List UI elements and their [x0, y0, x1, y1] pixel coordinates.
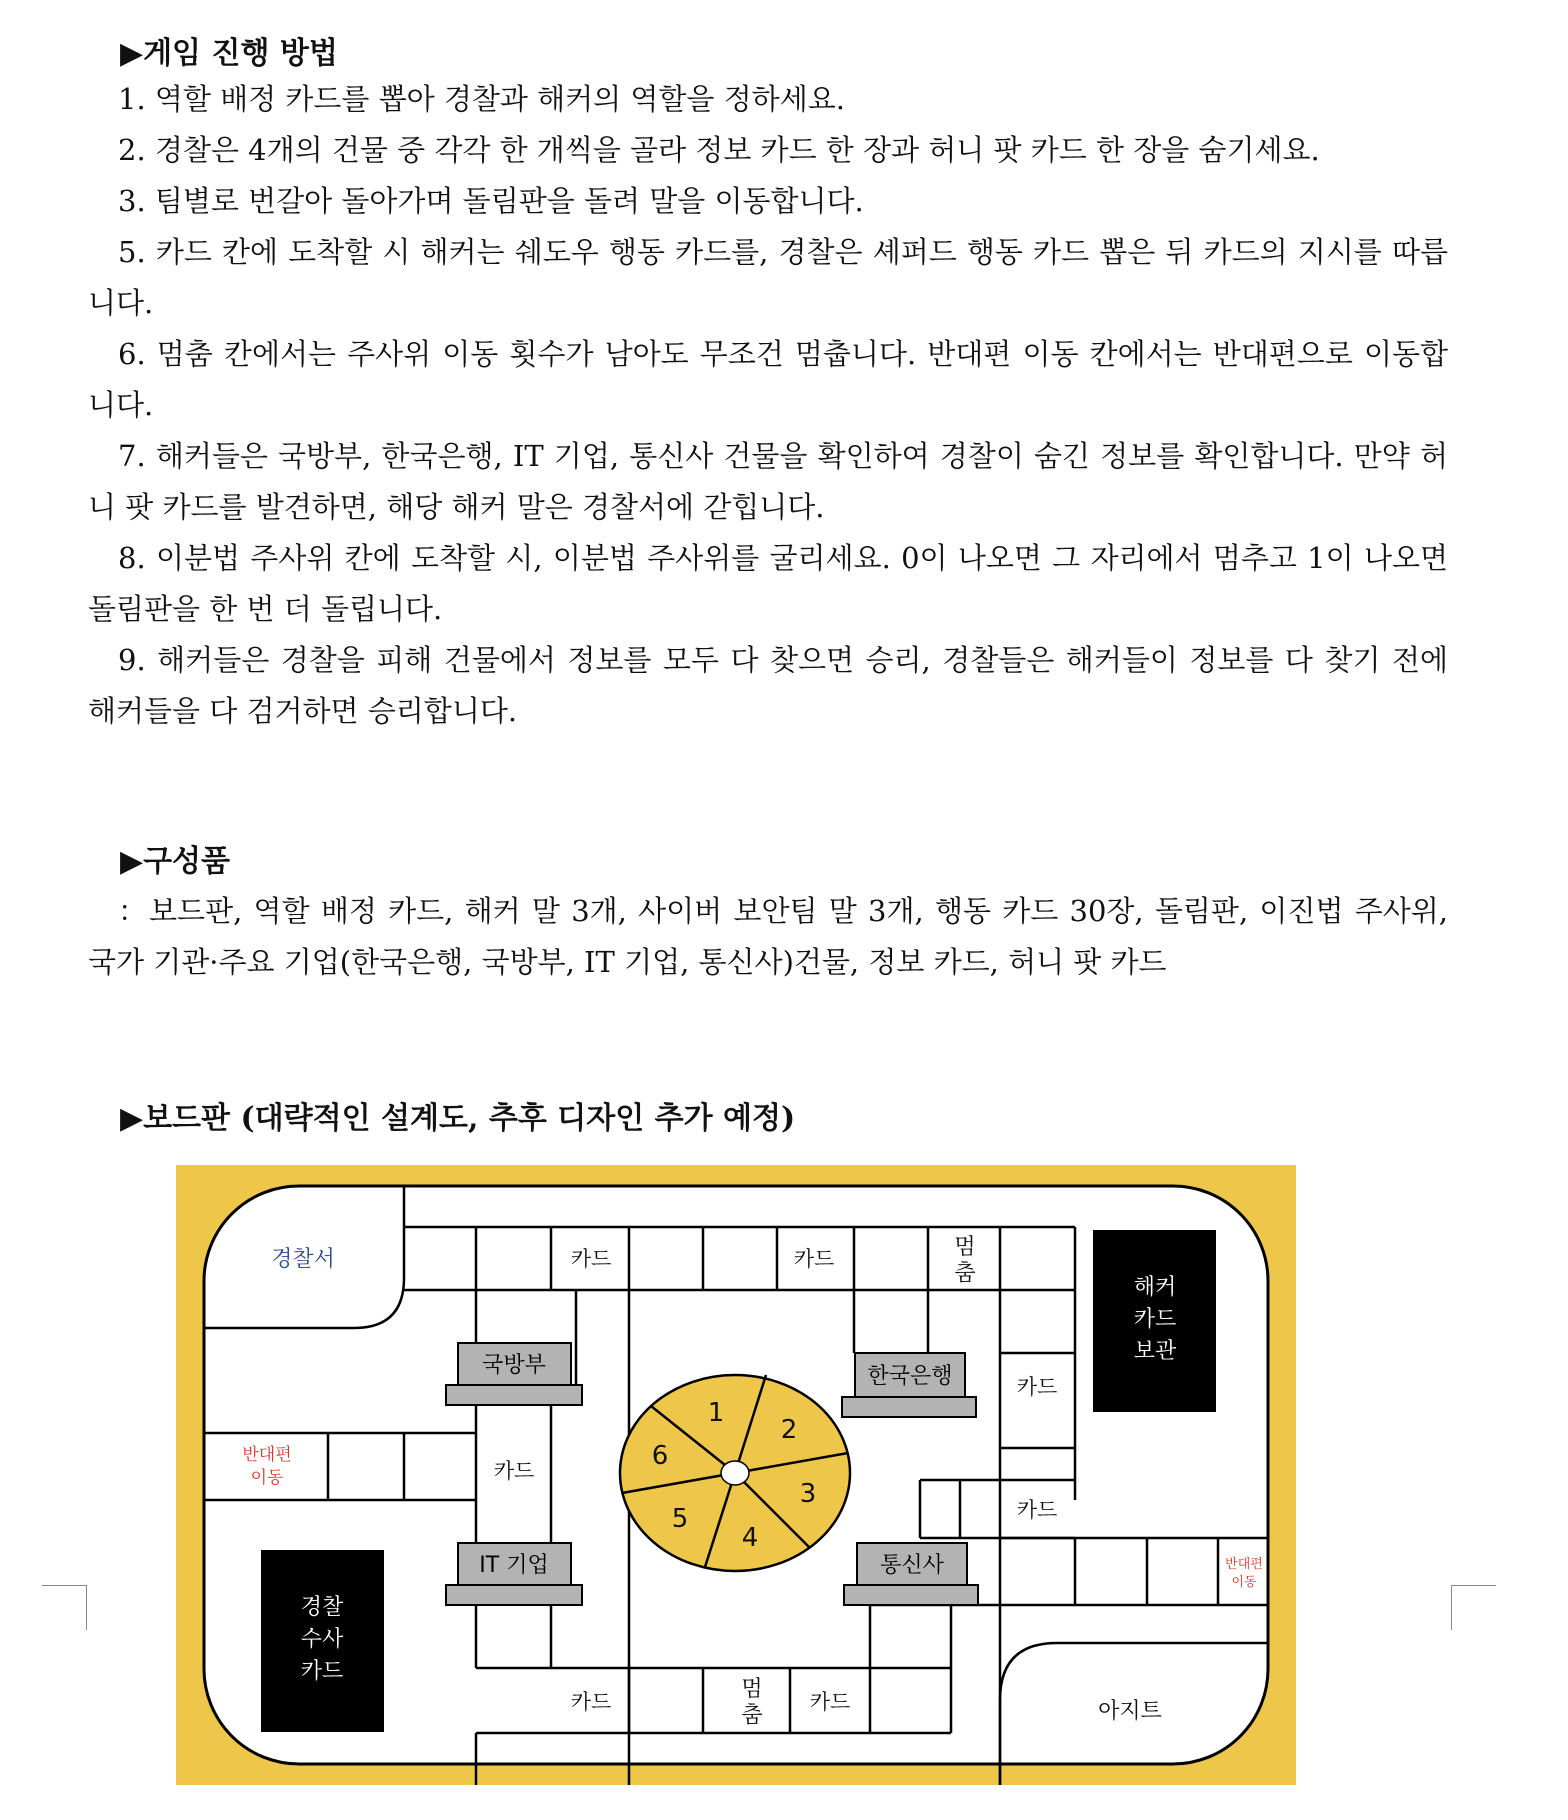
police-card-label: 수사: [300, 1627, 344, 1652]
police-station-label: 경찰서: [271, 1247, 335, 1272]
stop-space-label: 춤: [954, 1261, 976, 1286]
rule-item: 6. 멈춤 칸에서는 주사위 이동 횟수가 남아도 무조건 멈춥니다. 반대편 이동 칸에서는 반대편으로 이동합니다.: [88, 337, 1448, 422]
card-space-label: 카드: [1016, 1498, 1058, 1522]
building-it-company: [446, 1543, 582, 1605]
flip-space-label: 반대편: [242, 1445, 292, 1465]
card-space-label: 카드: [493, 1459, 535, 1483]
building-label: IT 기업: [479, 1553, 549, 1578]
rule-item: 2. 경찰은 4개의 건물 중 각각 한 개씩을 골라 정보 카드 한 장과 허니 팟 카드 한 장을 숨기세요.: [118, 133, 1320, 167]
card-space-label: 카드: [570, 1247, 612, 1271]
hacker-card-storage-label: 해커: [1133, 1275, 1177, 1300]
rule-item: 7. 해커들은 국방부, 한국은행, IT 기업, 통신사 건물을 확인하여 경찰이 숨긴 정보를 확인합니다. 만약 허니 팟 카드를 발견하면, 해당 해커 말은 경찰서에 갇힙니다.: [88, 439, 1448, 524]
board-heading: ▶보드판 (대략적인 설계도, 추후 디자인 추가 예정): [120, 1101, 796, 1136]
card-space-label: 카드: [793, 1247, 835, 1271]
stop-space-label: 춤: [741, 1703, 763, 1728]
stop-space-label: 멈: [954, 1235, 976, 1260]
rule-item: 1. 역할 배정 카드를 뽑아 경찰과 해커의 역할을 정하세요.: [118, 82, 845, 116]
spinner-wheel: [620, 1375, 850, 1571]
building-telecom: [844, 1543, 978, 1605]
components-heading: ▶구성품: [120, 844, 231, 879]
hacker-card-storage-label: 보관: [1133, 1339, 1177, 1364]
rule-item: 9. 해커들은 경찰을 피해 건물에서 정보를 모두 다 찾으면 승리, 경찰들은 해커들이 정보를 다 찾기 전에 해커들을 다 검거하면 승리합니다.: [88, 643, 1448, 728]
hacker-card-storage-label: 카드: [1133, 1307, 1177, 1332]
card-space-label: 카드: [570, 1690, 612, 1714]
wheel-number: 1: [707, 1398, 725, 1428]
police-card-label: 경찰: [300, 1595, 344, 1620]
building-label: 통신사: [880, 1553, 944, 1578]
rule-item: 3. 팀별로 번갈아 돌아가며 돌림판을 돌려 말을 이동합니다.: [118, 184, 864, 218]
rule-item: 8. 이분법 주사위 칸에 도착할 시, 이분법 주사위를 굴리세요. 0이 나오면 그 자리에서 멈추고 1이 나오면 돌림판을 한 번 더 돌립니다.: [88, 541, 1448, 626]
wheel-number: 5: [671, 1504, 689, 1534]
building-defense-ministry: [446, 1343, 582, 1405]
wheel-number: 2: [780, 1415, 798, 1445]
building-bank-of-korea: [842, 1353, 976, 1417]
flip-space-label: 이동: [250, 1468, 284, 1488]
progress-heading: ▶게임 진행 방법: [120, 36, 338, 71]
police-card-label: 카드: [300, 1659, 344, 1684]
flip-space-label: 이동: [1231, 1575, 1257, 1590]
flip-space-label: 반대편: [1225, 1557, 1263, 1572]
card-space-label: 카드: [809, 1690, 851, 1714]
card-space-label: 카드: [1016, 1375, 1058, 1399]
wheel-number: 6: [651, 1441, 669, 1471]
components-text: ：보드판, 역할 배정 카드, 해커 말 3개, 사이버 보안팀 말 3개, 행동 카드 30장, 돌림판, 이진법 주사위, 국가 기관·주요 기업(한국은행, 국방부, IT 기업, 통신사)건물, 정보 카드, 허니 팟 카드: [88, 894, 1448, 979]
wheel-number: 4: [741, 1523, 759, 1553]
wheel-number: 3: [799, 1479, 817, 1509]
hideout-label: 아지트: [1098, 1699, 1162, 1724]
building-label: 한국은행: [867, 1364, 953, 1389]
building-label: 국방부: [482, 1353, 546, 1378]
rule-item: 5. 카드 칸에 도착할 시 해커는 쉐도우 행동 카드를, 경찰은 셰퍼드 행동 카드 뽑은 뒤 카드의 지시를 따릅니다.: [88, 235, 1448, 320]
stop-space-label: 멈: [741, 1677, 763, 1702]
